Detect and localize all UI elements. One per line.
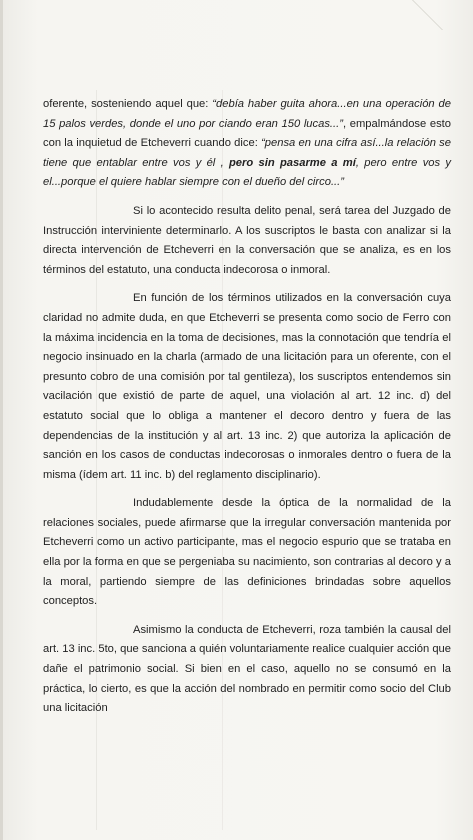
paragraph-4: Indudablemente desde la óptica de la normalidad de la relaciones sociales, puede afirmarse que la irregular conversación mantenida por Etcheverri como un activo participante, mas el negocio espurio que se trataba en ella por la forma en que se pergeniaba su nacimiento, son contrarias al decoro y a la moral, partiendo siempre de las definiciones brindadas sobre aquellos conceptos. [43, 497, 451, 608]
quote-segment: “debía haber guita ahora...en una operación de 15 palos verdes, donde el uno por ciando eran 150 lucas...” [43, 98, 451, 130]
text-segment: , empalmándose esto con la inquietud de Etcheverri cuando dice: [43, 117, 452, 150]
paragraph-quote [43, 95, 451, 193]
paragraph-2: Si lo acontecido resulta delito penal, será tarea del Juzgado de Instrucción interviniente determinarlo. A los suscriptos le basta con analizar si la directa intervención de Etcheverri en la conversación que se analiza, es en los términos del estatuto, una conducta indecorosa o inmoral. [43, 204, 451, 276]
document-body [43, 95, 451, 728]
emphasis-segment: pero sin pasarme a mí [228, 156, 356, 169]
quote-segment: , pero entre vos y el...porque el quiere hablar siempre con el dueño del circo...” [43, 156, 451, 189]
paragraph-3: En función de los términos utilizados en la conversación cuya claridad no admite duda, en que Etcheverri se presenta como socio de Ferro con la máxima incidencia en la toma de decisiones, mas la connotación que tendría el negocio insinuado en la charla (armado de una licitación para un oferente, con el presunto cobro de una comisión por tal gentileza), los suscriptos entendemos sin vacilación que existió de parte de aquel, una violación al art. 12 inc. d) del estatuto social que lo obliga a mantener el decoro dentro y fuera de las dependencias de la institución y al art. 13 inc. 2) que autoriza la aplicación de sanción en los casos de conductas indecorosas o inmorales dentro o fuera de la misma (ídem art. 11 inc. b) del reglamento disciplinario). [43, 292, 451, 481]
paragraph-5: Asimismo la conducta de Etcheverri, roza también la causal del art. 13 inc. 5to, que sanciona a quién voluntariamente realice cualquier acción que dañe el patrimonio social. Si bien en el caso, aquello no se consumó en la práctica, lo cierto, es que la acción del nombrado en permitir como socio del Club una licitación [43, 623, 451, 715]
page-corner-crease [412, 0, 473, 30]
text-segment: oferente, sosteniendo aquel que: [43, 98, 213, 110]
quote-segment: “pensa en una cifra así...la relación se tiene que entablar entre vos y él , [43, 137, 451, 169]
page-fold-shadow [0, 0, 3, 840]
